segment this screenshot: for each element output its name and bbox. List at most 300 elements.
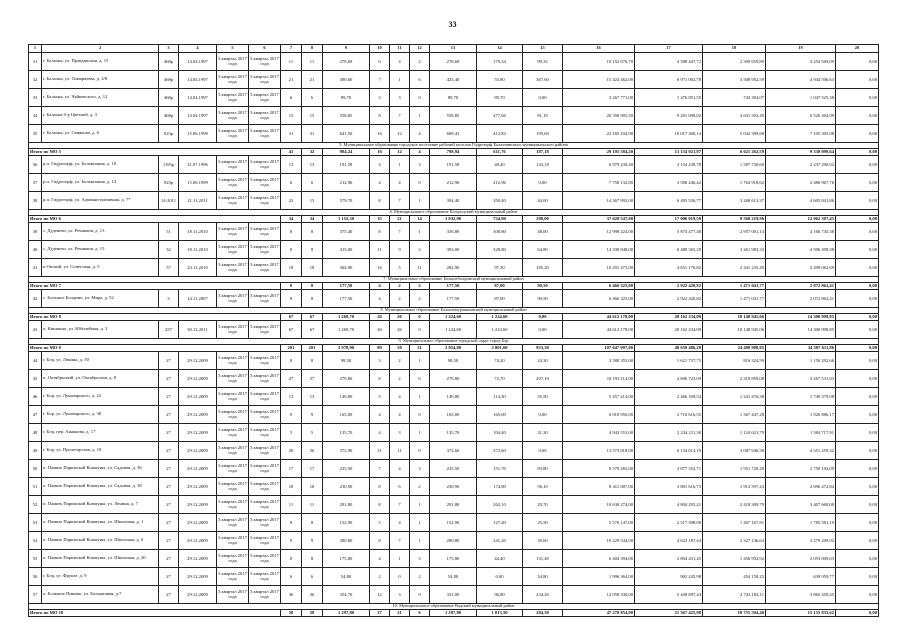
table-cell: 16 [370,259,390,277]
table-cell: 35,50 [523,388,563,406]
table-cell: 5 [302,424,323,442]
table-cell: 27 [159,406,179,424]
address-cell: п. Октябрьский, ул. Октябрьская, д. 8 [42,370,159,388]
column-number-11: 11 [390,45,410,53]
table-cell: 0,00 [836,496,879,514]
address-cell: п Окский, ул. Советская, д. 5 [42,259,159,277]
table-cell: 1 [410,352,430,370]
table-cell: 54 [29,532,42,550]
table-cell: 32 [29,71,42,89]
table-cell: 3 квартал 2017 года [217,174,249,192]
table-row [29,568,879,586]
table-row [29,532,879,550]
table-cell: 7 758 132,80 [563,174,635,192]
table-cell: 36 [29,156,42,174]
table-cell: 3 [410,550,430,568]
table-cell: 3 квартал 2017 года [217,89,249,107]
table-cell: 57 [29,586,42,604]
table-cell: 152,90 [323,514,370,532]
subtotal-cell: 87,00 [477,283,523,290]
table-cell: 29.12.2009 [179,478,217,496]
column-number-12: 12 [410,45,430,53]
table-cell: 12 [370,586,390,604]
table-cell: 6 493 536,77 [635,192,703,210]
table-cell: 57 [159,259,179,277]
table-row [29,442,879,460]
table-cell: 175,80 [323,550,370,568]
subtotal-cell: 14 [410,216,430,223]
table-cell: 8 579 265,00 [563,460,635,478]
address-cell: п. Память Парижской Коммуны, ул. Школьная, д. 6 [42,532,159,550]
table-cell: 2 [390,370,410,388]
table-cell: 48,00 [523,223,563,241]
table-cell: 14-2011 [159,192,179,210]
table-cell: 468р [159,71,179,89]
subtotal-cell: 734,90 [477,216,523,223]
table-cell: 6 [410,71,430,89]
table-cell: 0,00 [836,321,879,339]
table-cell: 2 237 290,02 [766,156,836,174]
table-cell: 175,80 [430,550,477,568]
table-cell: 3 квартал 2017 года [249,53,281,71]
table-row [29,352,879,370]
table-cell: 8 [281,514,302,532]
table-cell: 235,50 [430,460,477,478]
table-cell: 55,80 [477,71,523,89]
table-cell: 3 квартал 2017 года [249,388,281,406]
table-cell: 9 [281,406,302,424]
table-cell: 26 [390,321,410,339]
subtotal-cell: 0,00 [836,610,879,617]
table-cell: 3 квартал 2017 года [249,568,281,586]
subtotal-cell: 34 [281,216,302,223]
table-cell: 3 квартал 2017 года [217,71,249,89]
subtotal-cell: 6 621 262,59 [703,149,766,156]
table-cell: 30.12.2011 [179,321,217,339]
table-cell: 3 квартал 2017 года [249,290,281,308]
table-cell: 3 квартал 2017 года [217,352,249,370]
subtotal-cell: 6 [410,610,430,617]
table-cell: 1 124 621,79 [703,424,766,442]
table-cell: 0 [410,174,430,192]
table-cell: 29.12.2009 [179,442,217,460]
table-cell: 3 квартал 2017 года [249,460,281,478]
column-number-4: 4 [179,45,217,53]
subtotal-cell: 2 978,90 [323,345,370,352]
table-cell: 5 [370,388,390,406]
table-cell: 12 [390,125,410,143]
table-cell: 8 [370,478,390,496]
section-title: 5. Муниципальное образование городское поселение рабочий поселок Гидроторф Балахнинского муниципального района [29,143,879,149]
table-cell: 98,50 [430,352,477,370]
table-cell: 4 [390,53,410,71]
table-cell: 3 квартал 2017 года [249,406,281,424]
table-cell: 0 [390,568,410,586]
table-cell: 7 [390,107,410,125]
table-body [29,45,879,617]
table-cell: 1 913 597,43 [703,478,766,496]
column-number-13: 13 [430,45,477,53]
address-cell: р.п. Гидроторф, ул. Административная, д. 7* [42,192,159,210]
table-row [29,424,879,442]
table-cell: 639 959,77 [766,568,836,586]
table-cell: 8 411 687,00 [563,478,635,496]
table-cell: 18 [302,259,323,277]
subtotal-cell: 37 628 547,00 [563,216,635,223]
table-cell: 185,20 [523,259,563,277]
table-cell: 5 449 697,44 [635,586,703,604]
table-cell: 3 267 771,00 [563,89,635,107]
subtotal-cell: 29 105 584,20 [563,149,635,156]
table-cell: 412,83 [477,125,523,143]
table-cell: 15 [281,107,302,125]
table-cell: 10 152 676,70 [563,53,635,71]
table-row [29,321,879,339]
table-cell: 393,00 [430,241,477,259]
table-cell: 27 [159,352,179,370]
table-cell: 4 [390,174,410,192]
table-cell: 3 299 062,69 [766,259,836,277]
table-row [29,388,879,406]
subtotal-cell: 15 155 833,62 [766,610,836,617]
table-cell: 1 [410,424,430,442]
table-cell: 2 466 358,54 [635,388,703,406]
table-cell: 36 [281,586,302,604]
table-cell: 3 [390,89,410,107]
table-cell: 5 [281,424,302,442]
table-cell: 3 квартал 2017 года [249,478,281,496]
table-cell: 0,00 [523,89,563,107]
table-row [29,496,879,514]
table-cell: 0,00 [523,406,563,424]
table-cell: 6 [410,370,430,388]
subtotal-cell: 31 [410,345,430,352]
address-cell: г. Бор, ул. Пролетарская, д. 10 [42,442,159,460]
table-cell: 6 466 325,00 [563,290,635,308]
table-cell: 3 [370,352,390,370]
table-cell: 38 [29,192,42,210]
table-cell: 7 105 305,08 [766,125,836,143]
table-cell: 10 193 114,00 [563,370,635,388]
table-cell: 9 [410,586,430,604]
table-cell: 0,00 [836,352,879,370]
table-cell: 2 327 146,64 [703,532,766,550]
column-number-3: 3 [159,45,179,53]
table-cell: 14.04.1997 [179,71,217,89]
subtotal-cell: 44 612 178,00 [563,314,635,321]
table-cell: 8 [281,223,302,241]
address-cell: г. Бор, ул. Ленина, д. 50 [42,352,159,370]
table-cell: 29.12.2009 [179,352,217,370]
table-cell: 174,80 [477,478,523,496]
table-cell: 2 072 862,41 [766,290,836,308]
table-cell: 3 квартал 2017 года [217,290,249,308]
table-cell: 10 630 274,00 [563,496,635,514]
table-row [29,241,879,259]
table-cell: 3 квартал 2017 года [249,321,281,339]
table-cell: 0 [410,442,430,460]
table-cell: 26 [302,442,323,460]
table-cell: 1 [390,156,410,174]
table-cell: 4 [370,174,390,192]
table-row [29,290,879,308]
table-cell: 14 338 848,00 [563,241,635,259]
table-cell: 13 [302,156,323,174]
table-cell: 11 [370,442,390,460]
table-cell: 3 квартал 2017 года [249,125,281,143]
table-cell: 235,50 [323,460,370,478]
table-cell: 22 [281,192,302,210]
table-cell: 29.12.2009 [179,532,217,550]
table-cell: 64,80 [523,241,563,259]
table-cell: 135,70 [430,424,477,442]
table-cell: 1 [410,514,430,532]
subtotal-cell: 6 466 325,00 [563,283,635,290]
table-cell: 641,50 [323,125,370,143]
table-cell: 0,00 [836,532,879,550]
table-cell: 41 [29,259,42,277]
table-cell: 46 [29,388,42,406]
column-number-9: 9 [323,45,370,53]
table-cell: 3 квартал 2017 года [217,53,249,71]
table-cell: 31.07.1996 [179,156,217,174]
subtotal-cell: 26 [390,314,410,321]
table-cell: 52 [159,241,179,259]
table-cell: 1 [410,388,430,406]
table-cell: 191,58 [430,156,477,174]
subtotal-cell: 12 062 307,45 [766,216,836,223]
address-cell: г. Бор, пер. Ананьева, д. 17 [42,424,159,442]
table-cell: 14 367 992,00 [563,192,635,210]
table-cell: 5 042 399,68 [703,125,766,143]
table-cell: 4 [370,290,390,308]
table-cell: 0,00 [836,586,879,604]
subtotal-cell: 8 560 219,96 [703,216,766,223]
subtotal-cell: 2 922 420,82 [635,283,703,290]
subtotal-cell: 0 [410,314,430,321]
address-cell: г. Бор, ул. Луначарского, д. 22 [42,388,159,406]
table-cell: 8 [370,370,390,388]
table-cell: 8 [370,532,390,550]
table-cell: 2 486 967,76 [766,174,836,192]
table-cell: 3 877 352,71 [635,460,703,478]
table-row [29,406,879,424]
table-cell: 8 [281,550,302,568]
table-cell: 8 [302,241,323,259]
table-cell: 4 [370,156,390,174]
table-cell: 67 [302,321,323,339]
table-cell: 278,69 [430,53,477,71]
table-cell: 97,30 [477,259,523,277]
table-cell: 207,10 [523,370,563,388]
table-cell: 29.12.2009 [179,496,217,514]
subtotal-cell: 1 032,90 [430,216,477,223]
table-cell: 3 квартал 2017 года [249,514,281,532]
table-cell: 2 [410,241,430,259]
table-cell: 3 267 531,83 [766,370,836,388]
table-cell: 3 квартал 2017 года [249,496,281,514]
table-row [29,460,879,478]
table-cell: 454 158,25 [703,568,766,586]
subtotal-cell: 10 148 945,06 [703,314,766,321]
table-row [29,89,879,107]
table-cell: 1 456 952,92 [703,550,766,568]
subtotal-cell: 187,18 [523,149,563,156]
table-cell: 16 [370,125,390,143]
subtotal-row [29,610,879,617]
table-cell: 3 квартал 2017 года [249,241,281,259]
table-cell: 179,34 [477,53,523,71]
table-cell: 5 [370,514,390,532]
table-cell: 74,20 [477,352,523,370]
table-cell: 0,00 [836,406,879,424]
address-cell: г. Балахна, ул. Тимирязева, д. 2/8 [42,71,159,89]
table-cell: 52 [29,496,42,514]
table-cell: 8 [302,352,323,370]
table-cell: 367,60 [523,71,563,89]
subtotal-cell: 20 162 234,09 [635,314,703,321]
table-cell: 579,70 [323,192,370,210]
subtotal-row [29,149,879,156]
subtotal-cell: 177,50 [430,283,477,290]
table-cell: 0,00 [836,460,879,478]
section-title: 10. Муниципальное образование Вадский муниципальный район [29,604,879,610]
table-cell: 2 318 859,08 [703,370,766,388]
table-cell: 6 971 002,78 [635,71,703,89]
table-cell: 7 [390,223,410,241]
table-cell: 83,80 [523,460,563,478]
table-cell: 1 587 730,60 [703,156,766,174]
table-cell: 4 623 187,44 [635,532,703,550]
table-cell: 27 [281,370,302,388]
table-cell: 1 [390,550,410,568]
section-title: 8. Муниципальное образование Большемурашкинский муниципальный район [29,308,879,314]
table-cell: 6 010 950,00 [563,406,635,424]
subtotal-cell: 67 [281,314,302,321]
table-cell: 9 [281,532,302,550]
table-cell: 262,10 [477,496,523,514]
table-cell: 22 165 104,90 [563,125,635,143]
subtotal-label: Итого по МО 8 [29,314,281,321]
subtotal-cell: 984,24 [323,149,370,156]
table-cell: 3 квартал 2017 года [249,370,281,388]
table-cell: 6 [281,174,302,192]
table-cell: 1 471 041,77 [703,290,766,308]
table-cell: 4 [370,550,390,568]
table-cell: 0,00 [836,125,879,143]
subtotal-label: Итого по МО 9 [29,345,281,352]
table-cell: 54,80 [523,568,563,586]
table-cell: 7 [370,460,390,478]
table-cell: 44,40 [477,550,523,568]
table-cell: 490,60 [323,71,370,89]
table-cell: 14.11.2007 [179,290,217,308]
table-cell: 468р [159,53,179,71]
subtotal-cell: 0,00 [836,345,879,352]
table-cell: 27 [159,586,179,604]
table-cell: 33 [29,89,42,107]
table-cell: 5 [390,259,410,277]
table-cell: 4 943 551,00 [563,424,635,442]
table-cell: 8 [370,223,390,241]
table-cell: 29.12.2009 [179,460,217,478]
table-cell: 3 квартал 2017 года [249,223,281,241]
table-cell: 1 367 447,28 [703,406,766,424]
table-cell: 8 [302,223,323,241]
table-cell: 18 [281,478,302,496]
table-cell: 3 квартал 2017 года [249,156,281,174]
column-number-14: 14 [477,45,523,53]
table-cell: 27 [159,514,179,532]
table-row [29,586,879,604]
table-row [29,478,879,496]
subtotal-cell: 58 [302,610,323,617]
table-cell: 4 351 259,32 [766,442,836,460]
table-cell: 3 квартал 2017 года [217,107,249,125]
table-row [29,107,879,125]
table-cell: 3 801 616,73 [635,478,703,496]
table-cell: 11 [390,442,410,460]
subtotal-cell: 89 [370,345,390,352]
table-cell: 3 квартал 2017 года [217,388,249,406]
table-cell: 7 [390,192,410,210]
table-cell: 18.11.2010 [179,223,217,241]
table-cell: 135,70 [323,424,370,442]
table-cell: 89,70 [323,89,370,107]
table-cell: 177,50 [430,290,477,308]
table-cell: 3 квартал 2017 года [249,107,281,125]
table-cell: 1 224,60 [477,321,523,339]
table-cell: 375,40 [323,223,370,241]
table-cell: 12 058 330,00 [563,586,635,604]
table-cell: 25,50 [523,514,563,532]
table-cell: 31,30 [523,424,563,442]
subtotal-cell: 611,76 [477,149,523,156]
table-cell: 608,43 [430,125,477,143]
subtotal-cell: 1 297,80 [430,610,477,617]
table-cell: 131,40 [523,550,563,568]
table-cell: 29.12.2009 [179,370,217,388]
table-cell: 7 [370,71,390,89]
table-cell: 6 [370,53,390,71]
table-cell: 29.12.2009 [179,388,217,406]
table-cell: 3 квартал 2017 года [217,370,249,388]
table-cell: 356,80 [430,223,477,241]
subtotal-cell: 10 755 594,40 [703,610,766,617]
subtotal-cell: 177,50 [323,283,370,290]
table-cell: 21.11.2011 [179,192,217,210]
table-cell: 72,70 [477,370,523,388]
subtotal-cell: 35 [370,216,390,223]
table-cell: 27 [159,478,179,496]
table-cell: 27 [159,460,179,478]
table-cell: 1 241 476,38 [703,388,766,406]
table-cell: 4 605 841,86 [766,192,836,210]
table-cell: 143,18 [523,156,563,174]
table-cell: 1 951 720,20 [703,460,766,478]
table-cell: 394,40 [430,192,477,210]
table-cell: 15.06.1999 [179,125,217,143]
table-cell: 27 [302,370,323,388]
table-cell: 6 404 394,00 [563,550,635,568]
table-cell: 3 254 569,09 [766,53,836,71]
table-cell: 2 [410,568,430,586]
table-row [29,370,879,388]
subtotal-cell: 1 297,80 [323,610,370,617]
table-row [29,71,879,89]
table-cell: 27 [159,388,179,406]
table-cell: 291,80 [323,496,370,514]
